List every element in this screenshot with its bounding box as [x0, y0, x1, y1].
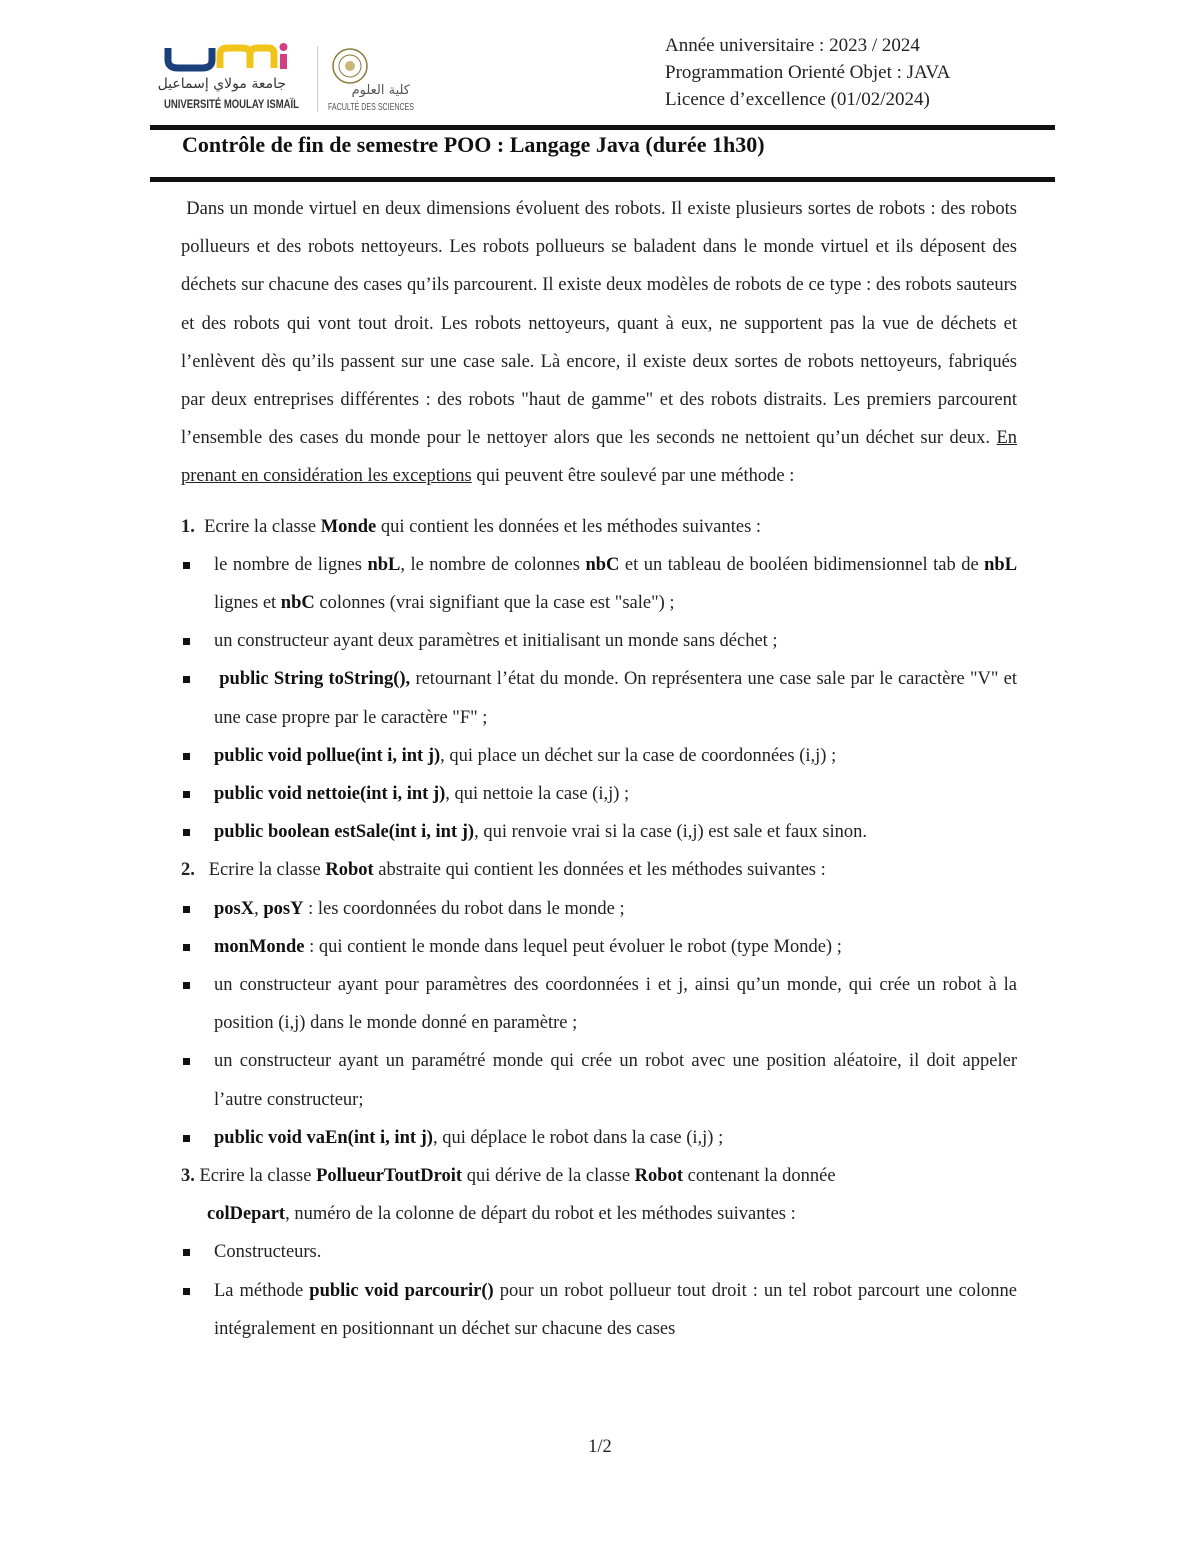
item-text: et un tableau de booléen bidimensionnel tab de [624, 554, 979, 575]
bullet-icon [183, 1249, 190, 1256]
question-1-text: Ecrire la classe [204, 516, 317, 537]
item-text: pour un robot pollueur tout droit : un tel robot parcourt une colonne intégralement en positionnant un déchet sur chacune des cases [214, 1280, 1018, 1339]
question-3-continuation [181, 1195, 1017, 1233]
bullet-icon [183, 791, 190, 798]
list-item [181, 966, 1017, 1042]
umi-u-shape [168, 48, 212, 68]
list-item [181, 1119, 1017, 1157]
logo-divider [317, 46, 318, 112]
keyword: nbC [585, 554, 620, 575]
list-item [181, 1042, 1017, 1118]
method-signature: public void nettoie(int i, int j) [214, 784, 446, 805]
question-3 [181, 1157, 1017, 1233]
list-item [181, 775, 1017, 813]
intro-underlined: En prenant en considération les exceptions [181, 428, 1018, 487]
question-3-text-mid: qui dérive de la classe [466, 1166, 631, 1187]
title-rule-top [150, 125, 1055, 130]
list-item [181, 1272, 1017, 1348]
bullet-icon [183, 562, 190, 569]
umi-logo [157, 42, 327, 118]
question-1 [181, 508, 1017, 546]
question-2 [181, 851, 1017, 889]
item-text: La méthode [214, 1280, 304, 1301]
title-rule-bottom [150, 177, 1055, 182]
class-monde: Monde [320, 516, 377, 537]
question-1-text-end: qui contient les données et les méthodes suivantes : [380, 516, 762, 537]
question-2-text-end: abstraite qui contient les données et les méthodes suivantes : [378, 860, 826, 881]
item-text: , qui place un déchet sur la case de coordonnées (i,j) ; [440, 745, 837, 766]
page-number: 1/2 [588, 1437, 612, 1457]
item-text: colonnes (vrai signifiant que la case est "sale") ; [319, 593, 675, 614]
faculty-latin-name: FACULTÉ DES SCIENCES [328, 102, 450, 113]
bullet-icon [183, 1058, 190, 1065]
keyword: monMonde [214, 936, 305, 957]
item-text: , qui déplace le robot dans la case (i,j) ; [432, 1127, 724, 1148]
academic-year: Année universitaire : 2023 / 2024 [665, 35, 920, 56]
item-text: , qui nettoie la case (i,j) ; [445, 784, 630, 805]
method-signature: public void pollue(int i, int j) [214, 745, 441, 766]
course-name: Programmation Orienté Objet : JAVA [665, 62, 951, 83]
bullet-icon [183, 676, 190, 683]
bullet-icon [183, 982, 190, 989]
item-text: un constructeur ayant un paramétré monde qui crée un robot avec une position aléatoire, il doit appeler l’autre constructeur; [214, 1051, 1017, 1110]
list-item [181, 622, 1017, 660]
umi-latin-name: UNIVERSITÉ MOULAY ISMAÏL [164, 99, 327, 111]
bullet-icon [183, 829, 190, 836]
question-3-text-end: , numéro de la colonne de départ du robot et les méthodes suivantes : [285, 1204, 796, 1225]
list-item [181, 546, 1017, 622]
item-text: un constructeur ayant pour paramètres des coordonnées i et j, ainsi qu’un monde, qui crée un robot à la position (i,j) dans le monde donné en paramètre ; [214, 975, 1017, 1034]
keyword: nbL [984, 554, 1018, 575]
list-item [181, 737, 1017, 775]
umi-i-stem [280, 54, 287, 69]
umi-arabic-name: جامعة مولاي إسماعيل [157, 76, 286, 92]
method-signature: public void vaEn(int i, int j) [214, 1127, 433, 1148]
bullet-icon [183, 753, 190, 760]
item-text: le nombre de lignes [214, 554, 362, 575]
item-text: un constructeur ayant deux paramètres et initialisant un monde sans déchet ; [214, 631, 778, 652]
faculty-logo [322, 44, 450, 118]
item-text: : les coordonnées du robot dans le monde ; [308, 898, 625, 919]
keyword: nbC [280, 593, 315, 614]
licence-date: Licence d’excellence (01/02/2024) [665, 89, 930, 110]
list-item [181, 1233, 1017, 1271]
method-signature: public boolean estSale(int i, int j) [214, 822, 475, 843]
item-text: , qui renvoie vrai si la case (i,j) est sale et faux sinon. [474, 822, 868, 843]
method-signature: public String toString(), [219, 669, 411, 690]
item-text: Constructeurs. [214, 1242, 322, 1263]
list-item [181, 928, 1017, 966]
item-text: , le nombre de colonnes [400, 554, 580, 575]
keyword: nbL [367, 554, 401, 575]
class-pollueur-tout-droit: PollueurToutDroit [316, 1166, 463, 1187]
question-3-text: Ecrire la classe [199, 1166, 312, 1187]
intro-text-end: qui peuvent être soulevé par une méthode : [476, 466, 795, 487]
list-item [181, 660, 1017, 736]
exam-content [181, 190, 1017, 1348]
faculty-emblem-core [345, 61, 355, 71]
faculty-arabic-name: كلية العلوم [351, 83, 410, 98]
class-robot-ref: Robot [634, 1166, 683, 1187]
page-title: Contrôle de fin de semestre POO : Langage Java (durée 1h30) [182, 132, 765, 157]
umi-i-dot [280, 43, 288, 51]
logo-block [157, 42, 450, 120]
item-text: , [254, 898, 259, 919]
bullet-icon [183, 638, 190, 645]
keyword: posY [263, 898, 304, 919]
bullet-icon [183, 906, 190, 913]
bullet-icon [183, 944, 190, 951]
intro-paragraph [181, 190, 1017, 496]
class-robot: Robot [325, 860, 374, 881]
keyword: posX [214, 898, 255, 919]
umi-m-shape [220, 48, 274, 68]
question-1-number: 1. [181, 516, 195, 537]
bullet-icon [183, 1288, 190, 1295]
list-item [181, 890, 1017, 928]
question-2-number: 2. [181, 860, 195, 881]
list-item [181, 813, 1017, 851]
header-info [665, 32, 950, 113]
item-text: lignes et [214, 593, 277, 614]
item-text: : qui contient le monde dans lequel peut évoluer le robot (type Monde) ; [309, 936, 842, 957]
bullet-icon [183, 1135, 190, 1142]
field-col-depart: colDepart [207, 1204, 286, 1225]
question-3-text-post: contenant la donnée [687, 1166, 836, 1187]
item-text: retournant l’état du monde. On représentera une case sale par le caractère "V" et une case propre par le caractère "F" ; [214, 669, 1018, 728]
question-3-number: 3. [181, 1166, 195, 1187]
intro-text: Dans un monde virtuel en deux dimensions évoluent des robots. Il existe plusieurs sortes de robots : des robots pollueurs et des robots nettoyeurs. Les robots pollueurs se baladent dans le monde virtuel et ils déposent des déchets sur chacune des cases qu’ils parcourent. Il existe deux modèles de robots de ce type : des robots sauteurs et des robots qui vont tout droit. Les robots nettoyeurs, quant à eux, ne supportent pas la vue de déchets et l’enlèvent dès qu’ils passent sur une case sale. Là encore, il existe deux sortes de robots nettoyeurs, fabriqués par deux entreprises différentes : des robots "haut de gamme" et des robots distraits. Les premiers parcourent l’ensemble des cases du monde pour le nettoyer alors que les seconds ne nettoient qu’un déchet sur deux. [181, 199, 1017, 449]
question-2-text: Ecrire la classe [208, 860, 321, 881]
method-signature: public void parcourir() [309, 1280, 494, 1301]
